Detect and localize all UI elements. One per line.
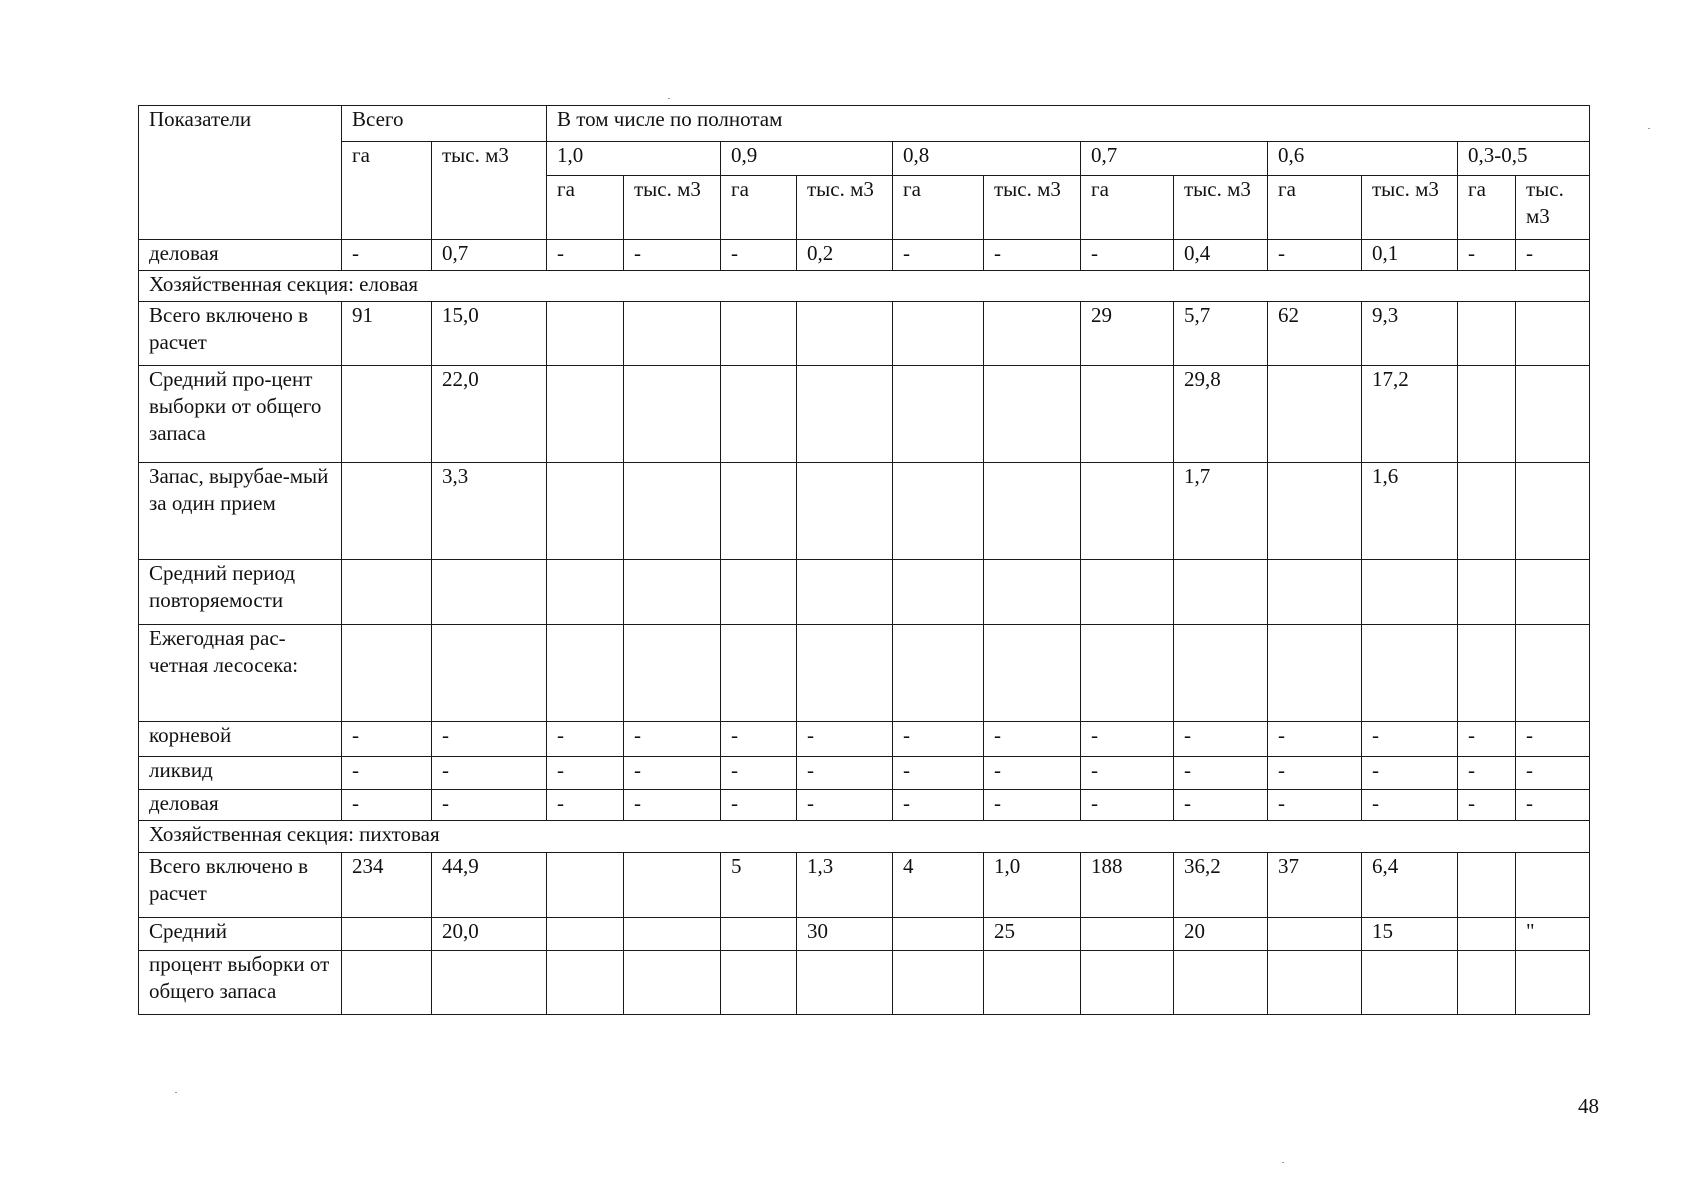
table-cell: - bbox=[1268, 757, 1362, 790]
scan-speck bbox=[668, 98, 670, 99]
table-cell bbox=[624, 853, 721, 918]
table-row bbox=[139, 240, 1590, 271]
table-cell: - bbox=[624, 240, 721, 271]
table-cell: - bbox=[547, 722, 624, 757]
table-cell bbox=[1516, 951, 1590, 1015]
header-sub-m3: тыс. м3 bbox=[624, 176, 721, 240]
table-cell bbox=[1174, 951, 1268, 1015]
table-cell bbox=[432, 951, 547, 1015]
table-cell: " bbox=[1516, 918, 1590, 951]
table-cell: - bbox=[342, 757, 432, 790]
table-cell: - bbox=[721, 722, 797, 757]
table-cell: - bbox=[342, 722, 432, 757]
table-cell: 9,3 bbox=[1362, 302, 1458, 366]
table-cell: 1,7 bbox=[1174, 463, 1268, 560]
table-cell: 22,0 bbox=[432, 366, 547, 463]
table-cell: 5,7 bbox=[1174, 302, 1268, 366]
table-cell: - bbox=[797, 757, 893, 790]
table-cell: 5 bbox=[721, 853, 797, 918]
table-cell: 3,3 bbox=[432, 463, 547, 560]
header-sub-ha: га bbox=[1268, 176, 1362, 240]
table-cell bbox=[893, 560, 984, 625]
table-cell bbox=[1081, 918, 1174, 951]
section-heading: Хозяйственная секция: еловая bbox=[139, 271, 1590, 302]
table-cell bbox=[893, 918, 984, 951]
table-cell: - bbox=[1362, 757, 1458, 790]
table-cell bbox=[624, 625, 721, 722]
table-cell: - bbox=[797, 722, 893, 757]
table-cell bbox=[1516, 560, 1590, 625]
table-cell bbox=[984, 951, 1081, 1015]
header-density: 0,6 bbox=[1268, 142, 1458, 176]
header-sub-m3: тыс. м3 bbox=[1362, 176, 1458, 240]
table-cell bbox=[721, 560, 797, 625]
table-cell: - bbox=[1081, 790, 1174, 821]
table-cell bbox=[1268, 625, 1362, 722]
table-row bbox=[139, 951, 1590, 1015]
section-heading: Хозяйственная секция: пихтовая bbox=[139, 821, 1590, 853]
table-cell bbox=[342, 366, 432, 463]
table-cell: 15,0 bbox=[432, 302, 547, 366]
header-sub-ha: га bbox=[1081, 176, 1174, 240]
table-cell bbox=[1174, 625, 1268, 722]
table-cell bbox=[1458, 560, 1516, 625]
table-cell bbox=[1081, 560, 1174, 625]
table-cell bbox=[721, 918, 797, 951]
table-cell: - bbox=[1081, 722, 1174, 757]
table-cell bbox=[624, 951, 721, 1015]
table-cell bbox=[797, 366, 893, 463]
table-cell: - bbox=[721, 790, 797, 821]
table-cell bbox=[1268, 463, 1362, 560]
table-cell: - bbox=[1516, 722, 1590, 757]
table-cell: 25 bbox=[984, 918, 1081, 951]
table-cell bbox=[984, 625, 1081, 722]
table-cell bbox=[1516, 302, 1590, 366]
table-cell: - bbox=[432, 757, 547, 790]
table-cell bbox=[1458, 853, 1516, 918]
table-cell: 1,3 bbox=[797, 853, 893, 918]
table-cell: 30 bbox=[797, 918, 893, 951]
table-cell bbox=[893, 625, 984, 722]
header-total-ha: га bbox=[342, 142, 432, 240]
table-cell: - bbox=[624, 722, 721, 757]
table-cell bbox=[547, 302, 624, 366]
table-cell: 6,4 bbox=[1362, 853, 1458, 918]
table-cell: - bbox=[984, 722, 1081, 757]
table-cell bbox=[1081, 463, 1174, 560]
table-cell bbox=[984, 302, 1081, 366]
table-cell bbox=[1174, 560, 1268, 625]
row-label: Средний период повторяемости bbox=[139, 560, 342, 625]
table-cell bbox=[1268, 560, 1362, 625]
table-cell: - bbox=[984, 790, 1081, 821]
table-cell bbox=[1458, 366, 1516, 463]
table-cell: 1,6 bbox=[1362, 463, 1458, 560]
table-cell bbox=[624, 560, 721, 625]
table-cell: - bbox=[1268, 240, 1362, 271]
table-cell bbox=[547, 951, 624, 1015]
section-row bbox=[139, 821, 1590, 853]
table-cell: 17,2 bbox=[1362, 366, 1458, 463]
table-cell: - bbox=[1362, 722, 1458, 757]
table-cell: - bbox=[1268, 722, 1362, 757]
table-row bbox=[139, 790, 1590, 821]
table-cell: - bbox=[893, 722, 984, 757]
table-cell bbox=[1516, 463, 1590, 560]
table-cell: - bbox=[1458, 757, 1516, 790]
table-cell bbox=[1458, 918, 1516, 951]
header-total-m3: тыс. м3 bbox=[432, 142, 547, 240]
table-cell: 91 bbox=[342, 302, 432, 366]
table-cell bbox=[432, 560, 547, 625]
header-sub-m3: тыс. м3 bbox=[797, 176, 893, 240]
table-cell bbox=[721, 302, 797, 366]
table-cell: 44,9 bbox=[432, 853, 547, 918]
table-cell bbox=[624, 366, 721, 463]
table-cell: - bbox=[721, 240, 797, 271]
table-cell: - bbox=[797, 790, 893, 821]
table-cell bbox=[342, 463, 432, 560]
table-cell: - bbox=[984, 757, 1081, 790]
page-number: 48 bbox=[1578, 1094, 1599, 1118]
table-cell bbox=[1362, 951, 1458, 1015]
row-label: Ежегодная рас-четная лесосека: bbox=[139, 625, 342, 722]
table-cell bbox=[1516, 853, 1590, 918]
header-density: 0,3-0,5 bbox=[1458, 142, 1590, 176]
scan-speck bbox=[1282, 1162, 1284, 1163]
table-cell: - bbox=[1516, 790, 1590, 821]
table-cell: - bbox=[893, 240, 984, 271]
table-cell bbox=[893, 951, 984, 1015]
header-density: 0,9 bbox=[721, 142, 893, 176]
table-cell: - bbox=[432, 722, 547, 757]
table-cell: 0,7 bbox=[432, 240, 547, 271]
table-cell bbox=[624, 463, 721, 560]
table-row bbox=[139, 722, 1590, 757]
table-cell bbox=[797, 302, 893, 366]
table-cell: - bbox=[342, 240, 432, 271]
table-cell bbox=[721, 366, 797, 463]
header-by-density: В том числе по полнотам bbox=[547, 106, 1590, 142]
row-label: Всего включено в расчет bbox=[139, 302, 342, 366]
table-cell bbox=[1081, 625, 1174, 722]
table-cell: - bbox=[547, 240, 624, 271]
table-cell bbox=[1516, 366, 1590, 463]
table-cell: - bbox=[1174, 757, 1268, 790]
table-cell: - bbox=[432, 790, 547, 821]
row-label: Средний про-цент выборки от общего запаса bbox=[139, 366, 342, 463]
table-cell bbox=[984, 463, 1081, 560]
table-cell bbox=[1458, 463, 1516, 560]
table-cell: 37 bbox=[1268, 853, 1362, 918]
table-cell: - bbox=[547, 757, 624, 790]
table-cell: - bbox=[1081, 757, 1174, 790]
table-cell: - bbox=[1458, 722, 1516, 757]
table-cell: 0,1 bbox=[1362, 240, 1458, 271]
table-row bbox=[139, 463, 1590, 560]
table-cell bbox=[893, 366, 984, 463]
table-cell bbox=[624, 302, 721, 366]
table-cell: - bbox=[547, 790, 624, 821]
table-cell bbox=[984, 560, 1081, 625]
table-cell bbox=[1458, 951, 1516, 1015]
table-cell: 234 bbox=[342, 853, 432, 918]
row-label: Запас, вырубае-мый за один прием bbox=[139, 463, 342, 560]
table-row bbox=[139, 302, 1590, 366]
row-label: Средний bbox=[139, 918, 342, 951]
table-cell bbox=[1362, 560, 1458, 625]
table-cell bbox=[1268, 951, 1362, 1015]
header-sub-ha: га bbox=[893, 176, 984, 240]
table-cell: - bbox=[342, 790, 432, 821]
header-row-2 bbox=[139, 142, 1590, 176]
table-cell: - bbox=[984, 240, 1081, 271]
table-cell: 0,4 bbox=[1174, 240, 1268, 271]
table-row bbox=[139, 757, 1590, 790]
table-cell bbox=[342, 560, 432, 625]
table-cell: - bbox=[1268, 790, 1362, 821]
table-row bbox=[139, 625, 1590, 722]
table-cell: 20,0 bbox=[432, 918, 547, 951]
row-label: Всего включено в расчет bbox=[139, 853, 342, 918]
data-table bbox=[138, 105, 1590, 1015]
table-cell: - bbox=[1174, 722, 1268, 757]
table-cell bbox=[432, 625, 547, 722]
table-cell bbox=[721, 463, 797, 560]
table-cell: 29 bbox=[1081, 302, 1174, 366]
header-density: 1,0 bbox=[547, 142, 721, 176]
row-label: деловая bbox=[139, 240, 342, 271]
header-row-1 bbox=[139, 106, 1590, 142]
table-cell bbox=[547, 463, 624, 560]
header-indicators: Показатели bbox=[139, 106, 342, 240]
table-cell: - bbox=[1081, 240, 1174, 271]
table-cell: 1,0 bbox=[984, 853, 1081, 918]
table-cell: 62 bbox=[1268, 302, 1362, 366]
header-density: 0,8 bbox=[893, 142, 1081, 176]
table-cell: 20 bbox=[1174, 918, 1268, 951]
row-label: корневой bbox=[139, 722, 342, 757]
table-cell bbox=[1081, 366, 1174, 463]
table-cell bbox=[547, 560, 624, 625]
table-cell bbox=[893, 302, 984, 366]
table-cell bbox=[797, 951, 893, 1015]
table-cell bbox=[1081, 951, 1174, 1015]
table-cell bbox=[1268, 918, 1362, 951]
table-cell: - bbox=[893, 790, 984, 821]
table-cell bbox=[721, 625, 797, 722]
table-cell: 4 bbox=[893, 853, 984, 918]
table-cell bbox=[797, 625, 893, 722]
table-cell: - bbox=[624, 757, 721, 790]
table-row bbox=[139, 918, 1590, 951]
table-cell bbox=[342, 625, 432, 722]
table-cell: - bbox=[1174, 790, 1268, 821]
table-cell: - bbox=[1458, 790, 1516, 821]
table-cell bbox=[624, 918, 721, 951]
header-total: Всего bbox=[342, 106, 547, 142]
table-cell bbox=[547, 853, 624, 918]
table-cell bbox=[547, 625, 624, 722]
header-sub-ha: га bbox=[1458, 176, 1516, 240]
table-cell: - bbox=[721, 757, 797, 790]
table-cell bbox=[1458, 302, 1516, 366]
table-cell: - bbox=[1516, 240, 1590, 271]
table-cell: - bbox=[893, 757, 984, 790]
table-cell: 0,2 bbox=[797, 240, 893, 271]
table-cell bbox=[1458, 625, 1516, 722]
table-cell: - bbox=[1516, 757, 1590, 790]
table-cell bbox=[547, 918, 624, 951]
header-density: 0,7 bbox=[1081, 142, 1268, 176]
table-row bbox=[139, 853, 1590, 918]
table-cell bbox=[797, 560, 893, 625]
table-cell bbox=[1268, 366, 1362, 463]
table-cell: - bbox=[1362, 790, 1458, 821]
table-cell: - bbox=[624, 790, 721, 821]
section-row bbox=[139, 271, 1590, 302]
table-cell bbox=[721, 951, 797, 1015]
scan-speck bbox=[175, 1092, 177, 1093]
header-sub-m3: тыс. м3 bbox=[1516, 176, 1590, 240]
table-cell bbox=[797, 463, 893, 560]
table-cell: 29,8 bbox=[1174, 366, 1268, 463]
table-cell: 15 bbox=[1362, 918, 1458, 951]
row-label: ликвид bbox=[139, 757, 342, 790]
table-cell: 36,2 bbox=[1174, 853, 1268, 918]
table-cell: 188 bbox=[1081, 853, 1174, 918]
table-cell bbox=[342, 918, 432, 951]
header-sub-ha: га bbox=[547, 176, 624, 240]
table-cell bbox=[1516, 625, 1590, 722]
table-cell: - bbox=[1458, 240, 1516, 271]
header-sub-m3: тыс. м3 bbox=[1174, 176, 1268, 240]
row-label: деловая bbox=[139, 790, 342, 821]
table-cell bbox=[1362, 625, 1458, 722]
table-cell bbox=[342, 951, 432, 1015]
row-label: процент выборки от общего запаса bbox=[139, 951, 342, 1015]
scan-speck bbox=[1648, 128, 1650, 129]
table-row bbox=[139, 560, 1590, 625]
table-row bbox=[139, 366, 1590, 463]
table-cell bbox=[893, 463, 984, 560]
header-sub-m3: тыс. м3 bbox=[984, 176, 1081, 240]
header-sub-ha: га bbox=[721, 176, 797, 240]
table-cell bbox=[984, 366, 1081, 463]
table-cell bbox=[547, 366, 624, 463]
